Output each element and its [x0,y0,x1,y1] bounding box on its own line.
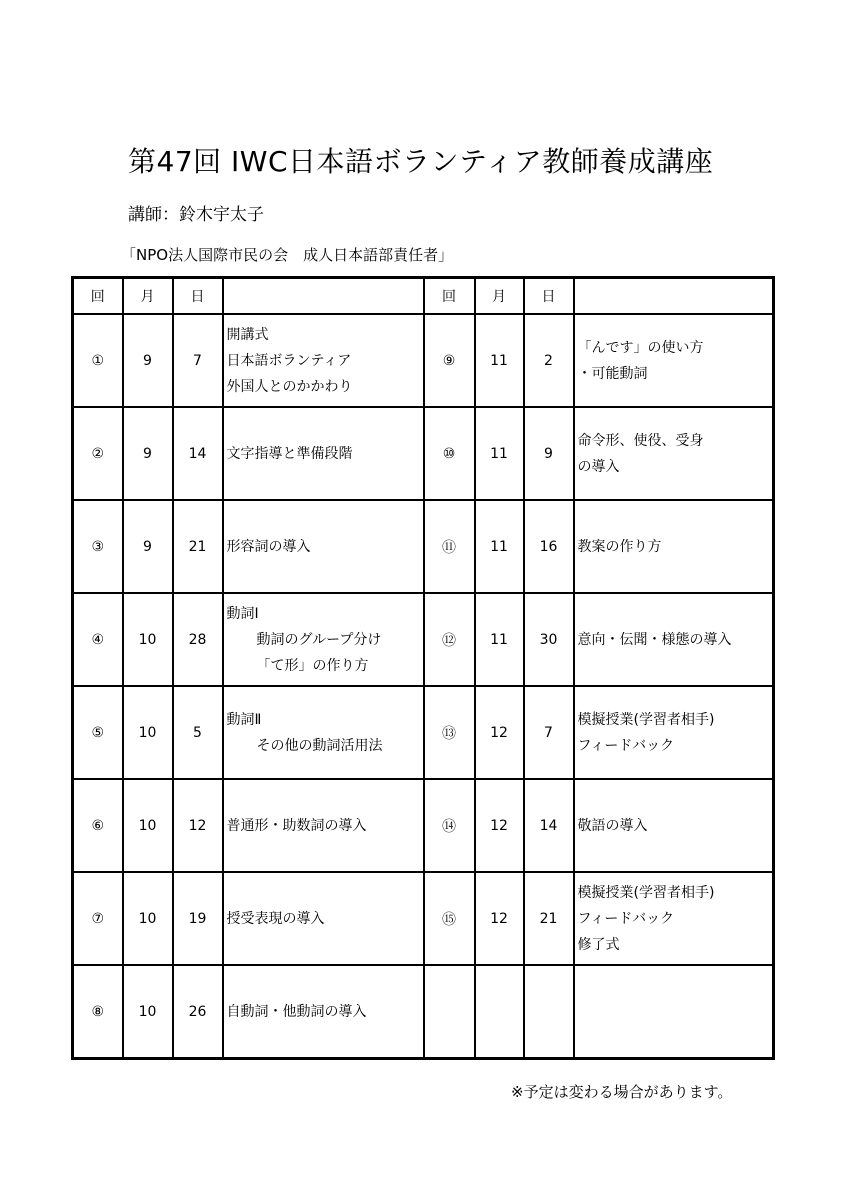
topic-line: 模擬授業(学習者相手) [577,711,715,728]
session-month: 9 [123,407,173,500]
session-month: 10 [123,593,173,686]
session-day: 12 [173,779,223,872]
header-month: 月 [475,278,524,315]
page-title: 第47回 IWC日本語ボランティア教師養成講座 [128,145,714,178]
session-number: ① [73,314,123,407]
table-row [73,686,774,779]
session-month: 9 [123,314,173,407]
header-session: 回 [73,278,123,315]
session-day [524,965,574,1059]
session-number: ⑩ [424,407,475,500]
session-number: ⑮ [424,872,475,965]
table-row [73,593,774,686]
lecturer-affiliation: 「NPO法人国際市民の会 成人日本語部責任者」 [121,246,454,264]
header-day: 日 [173,278,223,315]
topic-line: その他の動詞活用法 [256,737,383,754]
topic-line: 修了式 [577,936,620,953]
header-topic [574,278,774,315]
topic-line: 命令形、使役、受身 [577,432,704,449]
topic-line: 動詞Ⅱ [226,711,262,728]
session-month: 10 [123,965,173,1059]
session-day: 19 [173,872,223,965]
session-number: ③ [73,500,123,593]
topic-line: 日本語ボランティア [226,352,352,369]
session-month: 11 [475,500,524,593]
session-topic [223,314,424,407]
topic-line: 「んです」の使い方 [577,339,704,356]
session-day: 21 [524,872,574,965]
topic-line: 文字指導と準備段階 [226,445,353,462]
topic-line: フィードバック [577,737,675,754]
table-row [73,965,774,1059]
session-month: 10 [123,686,173,779]
session-topic [574,500,774,593]
session-day: 30 [524,593,574,686]
session-number: ④ [73,593,123,686]
topic-line: 授受表現の導入 [226,910,325,927]
header-month: 月 [123,278,173,315]
session-topic [574,314,774,407]
session-topic [223,872,424,965]
session-number [424,965,475,1059]
session-month: 11 [475,593,524,686]
session-number: ⑧ [73,965,123,1059]
topic-line: ・可能動詞 [577,365,648,382]
topic-line: 自動詞・他動詞の導入 [226,1003,367,1020]
lecturer-name: 講師：鈴木宇太子 [128,205,264,225]
topic-line: 動詞のグループ分け [256,631,382,648]
session-topic [574,965,774,1059]
session-day: 28 [173,593,223,686]
table-row [73,407,774,500]
schedule-note: ※予定は変わる場合があります。 [511,1083,733,1101]
session-number: ⑪ [424,500,475,593]
topic-line: 敬語の導入 [577,817,648,834]
session-day: 7 [524,686,574,779]
session-topic [223,407,424,500]
session-month: 9 [123,500,173,593]
header-topic [223,278,424,315]
topic-line: 教案の作り方 [577,538,662,555]
session-number: ⑦ [73,872,123,965]
session-topic [574,779,774,872]
topic-line: 形容詞の導入 [226,538,311,555]
session-topic [223,779,424,872]
session-day: 14 [524,779,574,872]
session-topic [223,965,424,1059]
session-month: 11 [475,314,524,407]
session-month: 10 [123,872,173,965]
session-topic [223,686,424,779]
topic-line: 外国人とのかかわり [226,378,353,395]
session-day: 7 [173,314,223,407]
session-day: 9 [524,407,574,500]
topic-line: 動詞Ⅰ [226,605,259,622]
session-day: 14 [173,407,223,500]
session-month: 12 [475,686,524,779]
session-month [475,965,524,1059]
session-number: ⑤ [73,686,123,779]
session-day: 2 [524,314,574,407]
schedule-table [71,276,775,1060]
header-day: 日 [524,278,574,315]
session-month: 12 [475,872,524,965]
topic-line: 開講式 [226,326,269,343]
table-header-row [73,278,774,315]
header-session: 回 [424,278,475,315]
table-row [73,500,774,593]
topic-line: 「て形」の作り方 [256,657,369,674]
topic-line: 意向・伝聞・様態の導入 [577,631,732,648]
session-topic [574,872,774,965]
topic-line: 普通形・助数詞の導入 [226,817,367,834]
topic-line: フィードバック [577,910,675,927]
session-month: 10 [123,779,173,872]
session-topic [574,593,774,686]
topic-line: の導入 [577,458,620,475]
table-row [73,779,774,872]
session-topic [223,500,424,593]
session-number: ⑭ [424,779,475,872]
session-number: ⑫ [424,593,475,686]
table-row [73,872,774,965]
session-topic [574,407,774,500]
session-day: 26 [173,965,223,1059]
session-day: 21 [173,500,223,593]
session-day: 16 [524,500,574,593]
session-month: 11 [475,407,524,500]
session-topic [574,686,774,779]
session-number: ② [73,407,123,500]
table-row [73,314,774,407]
session-day: 5 [173,686,223,779]
session-topic [223,593,424,686]
session-number: ⑥ [73,779,123,872]
session-month: 12 [475,779,524,872]
session-number: ⑨ [424,314,475,407]
topic-line: 模擬授業(学習者相手) [577,884,715,901]
session-number: ⑬ [424,686,475,779]
